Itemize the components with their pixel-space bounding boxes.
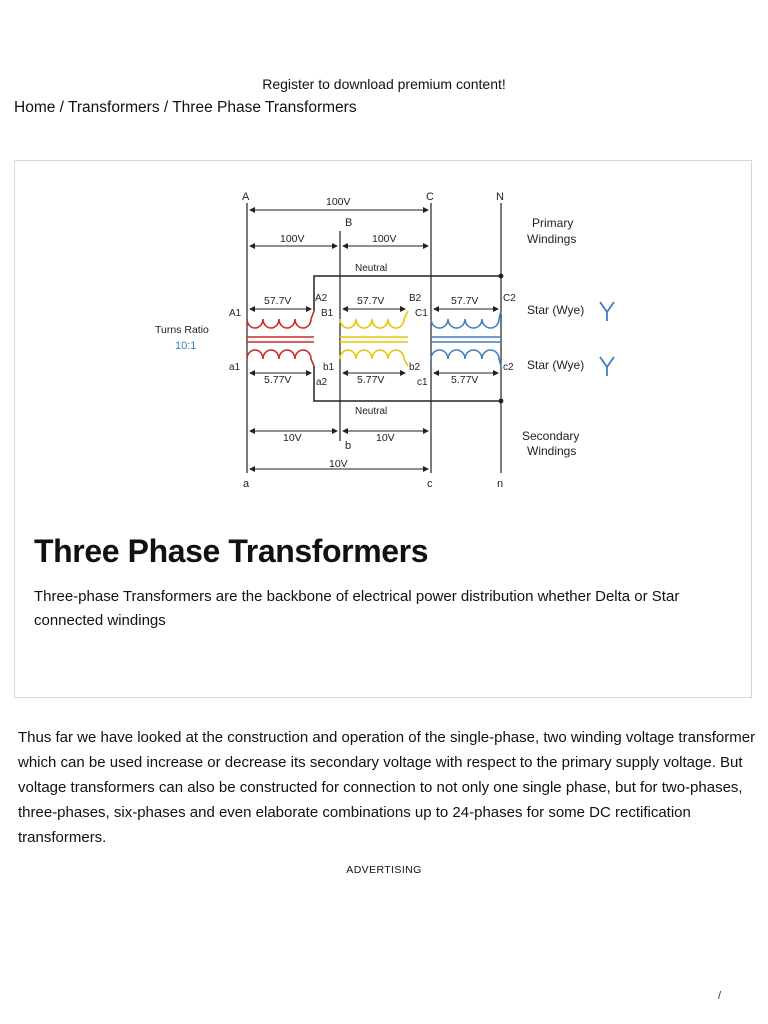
terminal-a1: a1 xyxy=(229,362,241,373)
terminal-A2: A2 xyxy=(315,293,328,304)
label-C: C xyxy=(426,191,434,203)
card-title[interactable]: Three Phase Transformers xyxy=(34,533,429,569)
windings xyxy=(247,311,501,366)
terminal-b2: b2 xyxy=(409,362,421,373)
secondary-coil-b xyxy=(340,350,408,366)
wye-symbol-icon xyxy=(600,357,614,376)
corner-mark: / xyxy=(718,990,722,1002)
neutral-primary-label: Neutral xyxy=(355,263,388,274)
neutral-secondary-label: Neutral xyxy=(355,406,388,417)
three-phase-transformer-diagram xyxy=(15,161,751,501)
register-banner[interactable]: Register to download premium content! xyxy=(262,76,506,92)
star-wye-primary-label: Star (Wye) xyxy=(527,303,585,317)
advertising-label: ADVERTISING xyxy=(346,864,422,876)
junction-dot xyxy=(499,274,504,279)
label-B: B xyxy=(345,217,353,229)
star-wye-secondary-label: Star (Wye) xyxy=(527,358,585,372)
article-card[interactable] xyxy=(14,160,752,698)
terminal-b1: b1 xyxy=(323,362,335,373)
terminal-a2: a2 xyxy=(316,377,328,388)
secondary-windings-label-2: Windings xyxy=(527,444,577,458)
voltage-100V-BC: 100V xyxy=(372,233,397,245)
primary-coil-a xyxy=(247,311,314,328)
secondary-windings-label-1: Secondary xyxy=(522,429,580,443)
voltage-57V-C: 57.7V xyxy=(451,295,479,307)
voltage-5V-c: 5.77V xyxy=(451,374,479,386)
terminal-B1: B1 xyxy=(321,308,334,319)
voltage-5V-b: 5.77V xyxy=(357,374,385,386)
secondary-coil-c xyxy=(431,350,501,366)
voltage-10V-ac: 10V xyxy=(329,458,348,470)
terminal-c1: c1 xyxy=(417,377,428,388)
phase-b-winding xyxy=(340,311,408,366)
voltage-57V-B: 57.7V xyxy=(357,295,385,307)
terminal-C2: C2 xyxy=(503,293,516,304)
label-a: a xyxy=(243,478,250,490)
breadcrumb-separator: / xyxy=(55,99,68,116)
breadcrumb-current: Three Phase Transformers xyxy=(172,99,357,116)
terminal-C1: C1 xyxy=(415,308,428,319)
label-N: N xyxy=(496,191,504,203)
primary-coil-b xyxy=(340,311,408,328)
label-A: A xyxy=(242,191,250,203)
voltage-10V-ab: 10V xyxy=(283,432,302,444)
breadcrumb-home[interactable]: Home xyxy=(14,99,56,116)
voltage-100V-AC: 100V xyxy=(326,196,351,208)
label-c: c xyxy=(427,478,433,490)
phase-c-winding xyxy=(431,311,501,366)
secondary-voltage-arrows xyxy=(250,373,498,469)
article-paragraph: Thus far we have looked at the construction and operation of the single-phase, two winding voltage transformer which can be used increase or decrease its secondary voltage with respect to the primary supply voltage. But voltage transformers can also be constructed for connection to not only one single phase, but for two-phases, three-phases, six-phases and even elaborate combinations up to 24-phases for some DC rectification transformers. xyxy=(18,729,756,846)
terminal-A1: A1 xyxy=(229,308,242,319)
breadcrumb-transformers[interactable]: Transformers xyxy=(68,99,160,116)
voltage-10V-bc: 10V xyxy=(376,432,395,444)
wye-symbol-icon xyxy=(600,302,614,321)
card-description: Three-phase Transformers are the backbone of electrical power distribution whether Delta or Star connected windings xyxy=(34,588,680,629)
label-n: n xyxy=(497,478,504,490)
terminal-c2: c2 xyxy=(503,362,514,373)
primary-windings-label-1: Primary xyxy=(532,216,574,230)
voltage-5V-a: 5.77V xyxy=(264,374,292,386)
phase-a-winding xyxy=(247,311,314,366)
voltage-57V-A: 57.7V xyxy=(264,295,292,307)
primary-windings-label-2: Windings xyxy=(527,232,577,246)
voltage-100V-AB: 100V xyxy=(280,233,305,245)
junction-dot xyxy=(499,399,504,404)
terminal-B2: B2 xyxy=(409,293,422,304)
label-b: b xyxy=(345,440,352,452)
turns-ratio-label: Turns Ratio xyxy=(155,324,209,336)
secondary-coil-a xyxy=(247,350,314,366)
breadcrumb xyxy=(14,99,357,117)
primary-coil-c xyxy=(431,311,501,328)
turns-ratio-value: 10:1 xyxy=(175,340,197,352)
breadcrumb-separator: / xyxy=(159,99,173,116)
